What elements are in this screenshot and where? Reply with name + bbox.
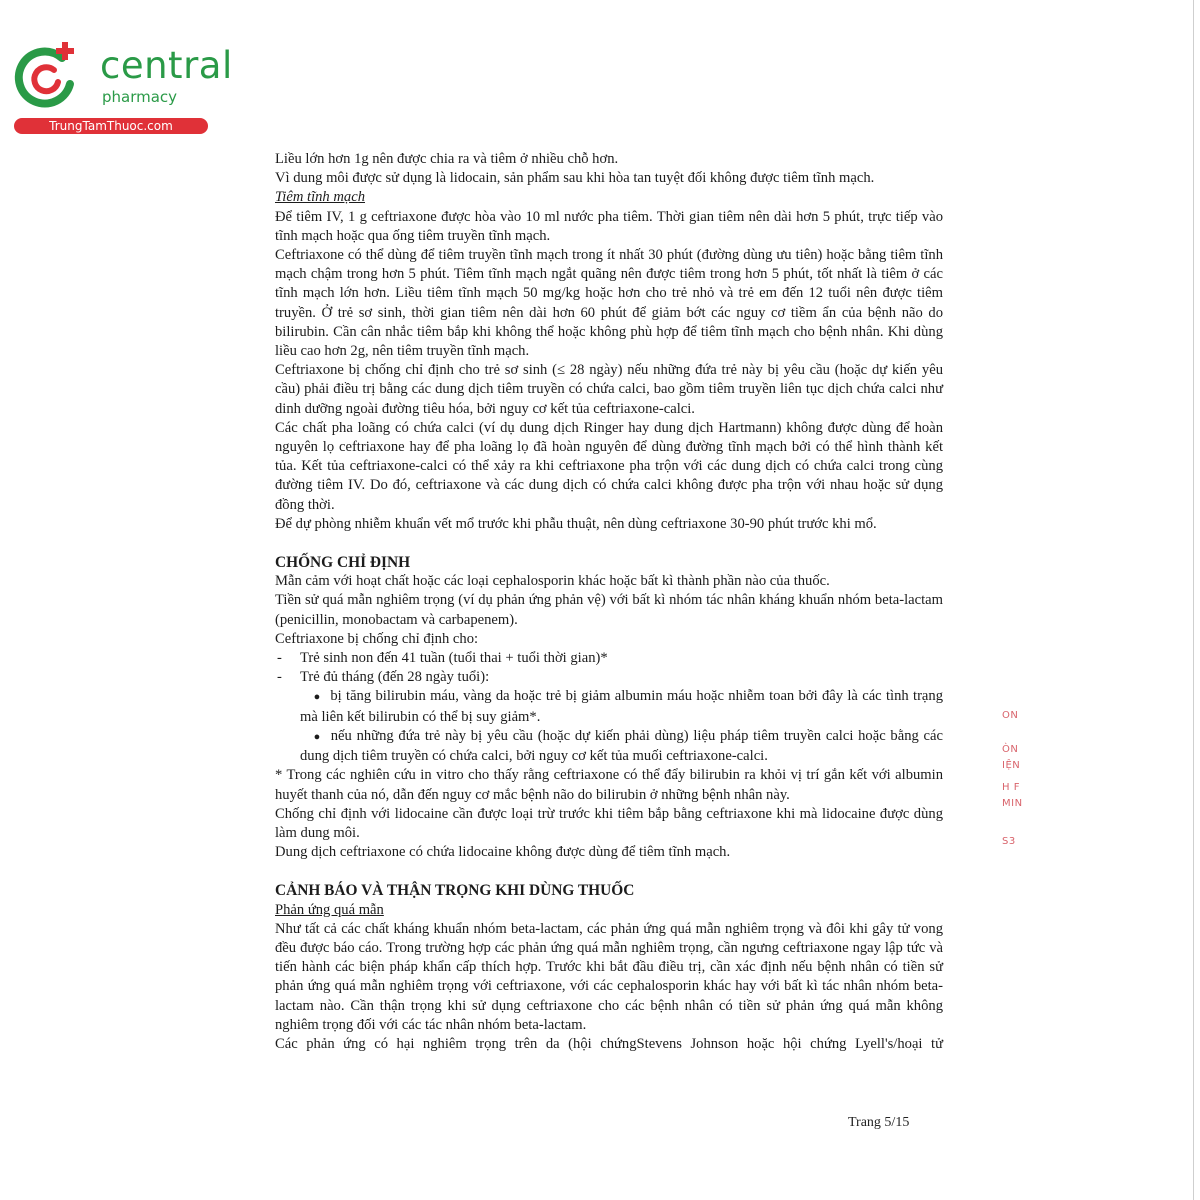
- paragraph: Dung dịch ceftriaxone có chứa lidocaine không được dùng để tiêm tĩnh mạch.: [275, 844, 731, 861]
- paragraph: Liều lớn hơn 1g nên được chia ra và tiêm ở nhiều chỗ hơn.: [275, 151, 619, 167]
- iv-subheading: Tiêm tĩnh mạch: [275, 189, 365, 206]
- paragraph: Ceftriaxone bị chống chỉ định cho trẻ sơ sinh (≤ 28 ngày) nếu những đứa trẻ này bị yêu cầu (hoặc dự kiến yêu cầu) phải điều trị bằng các dung dịch tiêm truyền có chứa calci, bao gồm tiêm truyền liên tục dịch chứa calci như dinh dưỡng ngoài đường tiêu hóa, bởi nguy cơ kết tủa ceftriaxone-calci.: [275, 362, 943, 417]
- dash-list-item: [275, 649, 943, 668]
- stamp-text: IỆN: [1002, 760, 1021, 771]
- dash-item-text: Trẻ sinh non đến 41 tuần (tuổi thai + tuổi thời gian)*: [300, 650, 608, 667]
- paragraph: Như tất cả các chất kháng khuẩn nhóm beta-lactam, các phản ứng quá mẫn nghiêm trọng và đôi khi gây tử vong đều được báo cáo. Trong trường hợp các phản ứng quá mẫn nghiêm trọng, cần ngưng ceftriaxone ngay lập tức và tiến hành các biện pháp khẩn cấp thích hợp. Trước khi bắt đầu điều trị, cần xác định nếu bệnh nhân có tiền sử phản ứng quá mẫn nghiêm trọng với ceftriaxone, với các cephalosporin khác hay với bất kì tác nhân nhóm beta-lactam nào. Cần thận trọng khi sử dụng ceftriaxone cho các bệnh nhân có tiền sử phản ứng quá mẫn không nghiêm trọng đối với các tác nhân nhóm beta-lactam.: [275, 920, 943, 1033]
- dash-list-item: [275, 668, 943, 687]
- stamp-text: S3: [1002, 836, 1016, 847]
- section-heading-warnings: CẢNH BÁO VÀ THẬN TRỌNG KHI DÙNG THUỐC: [275, 882, 635, 900]
- page-edge-line: [1193, 0, 1194, 1200]
- stamp-text: ÒN: [1002, 744, 1019, 755]
- brand-name: central: [100, 44, 233, 87]
- dash-marker: -: [277, 650, 282, 667]
- brand-subtitle: pharmacy: [102, 88, 178, 106]
- document-body: [275, 150, 943, 1054]
- paragraph: Để tiêm IV, 1 g ceftriaxone được hòa vào 10 ml nước pha tiêm. Thời gian tiêm nên dài hơn 5 phút, trực tiếp vào tĩnh mạch hoặc qua ống tiêm truyền tĩnh mạch.: [275, 208, 943, 244]
- paragraph: Các chất pha loãng có chứa calci (ví dụ dung dịch Ringer hay dung dịch Hartmann) không được dùng để hoàn nguyên lọ ceftriaxone hay để pha loãng lọ đã hoàn nguyên để dùng đường tĩnh mạch bởi có thể hình thành kết tủa. Kết tủa ceftriaxone-calci có thể xảy ra khi ceftriaxone pha trộn với các dung dịch có chứa calci trong cùng đường tiêm IV. Do đó, ceftriaxone và các dung dịch có chứa calci không được pha trộn với nhau hoặc sử dụng đồng thời.: [275, 419, 943, 513]
- paragraph: Tiền sử quá mẫn nghiêm trọng (ví dụ phản ứng phản vệ) với bất kì nhóm tác nhân kháng khuẩn nhóm beta-lactam (penicillin, monobactam và carbapenem).: [275, 592, 943, 628]
- paragraph: Chống chỉ định với lidocaine cần được loại trừ trước khi tiêm bắp bằng ceftriaxone khi mà lidocaine được dùng làm dung môi.: [275, 805, 943, 841]
- site-url-link[interactable]: TrungTamThuoc.com: [14, 118, 208, 134]
- footnote: * Trong các nghiên cứu in vitro cho thấy rằng ceftriaxone có thể đẩy bilirubin ra khỏi vị trí gắn kết với albumin huyết thanh của nó, dẫn đến nguy cơ mắc bệnh não do bilirubin ở những bệnh nhân này.: [275, 767, 943, 803]
- stamp-text: MIN: [1002, 798, 1023, 809]
- stamp-text: H F: [1002, 782, 1020, 793]
- central-pharmacy-logo[interactable]: [10, 36, 233, 136]
- paragraph: Ceftriaxone có thể dùng để tiêm truyền tĩnh mạch trong ít nhất 30 phút (đường dùng ưu tiên) hoặc bằng tiêm tĩnh mạch chậm trong hơn 5 phút. Tiêm tĩnh mạch ngắt quãng nên được tiêm trong hơn 5 phút, tốt nhất là tiêm ở các tĩnh mạch lớn hơn. Liều tiêm tĩnh mạch 50 mg/kg hoặc hơn cho trẻ nhỏ và trẻ em đến 12 tuổi nên được tiêm truyền. Ở trẻ sơ sinh, thời gian tiêm nên dài hơn 60 phút để giảm bớt các nguy cơ tiềm ẩn của bệnh não do bilirubin. Cần cân nhắc tiêm bắp khi không thể hoặc không phù hợp để tiêm tĩnh mạch cho bệnh nhân. Khi dùng liều cao hơn 2g, nên tiêm truyền tĩnh mạch.: [275, 247, 943, 360]
- bullet-item: [275, 687, 943, 726]
- stamp-text: ON: [1002, 710, 1019, 721]
- dash-marker: -: [277, 669, 282, 686]
- bullet-text: bị tăng bilirubin máu, vàng da hoặc trẻ bị giảm albumin máu hoặc nhiễm toan bởi đây là các tình trạng mà liên kết bilirubin có thể bị suy giảm*.: [300, 688, 944, 725]
- paragraph: Để dự phòng nhiễm khuẩn vết mổ trước khi phẫu thuật, nên dùng ceftriaxone 30-90 phút trước khi mổ.: [275, 515, 877, 532]
- dash-item-text: Trẻ đủ tháng (đến 28 ngày tuổi):: [300, 669, 490, 686]
- page-number: Trang 5/15: [848, 1115, 910, 1130]
- pharmacy-logo-icon: [12, 40, 82, 110]
- bullet-item: [275, 727, 943, 766]
- bullet-text: nếu những đứa trẻ này bị yêu cầu (hoặc dự kiến phải dùng) liệu pháp tiêm truyền calci hoặc bằng các dung dịch tiêm truyền có chứa calci, bởi nguy cơ kết tủa muối ceftriaxone-calci.: [300, 727, 943, 765]
- bullet-icon: ●: [313, 691, 321, 704]
- paragraph: Vì dung môi được sử dụng là lidocain, sản phẩm sau khi hòa tan tuyệt đối không được tiêm tĩnh mạch.: [275, 170, 875, 187]
- section-heading-contraindications: CHỐNG CHỈ ĐỊNH: [275, 554, 411, 572]
- stamp-fragment: [1002, 710, 1032, 860]
- paragraph: Mẫn cảm với hoạt chất hoặc các loại cephalosporin khác hoặc bất kì thành phần nào của thuốc.: [275, 573, 830, 590]
- subsection-heading-hypersensitivity: Phản ứng quá mẫn: [275, 901, 384, 918]
- paragraph: Ceftriaxone bị chống chỉ định cho:: [275, 630, 479, 647]
- paragraph: Các phản ứng có hại nghiêm trọng trên da (hội chứngStevens Johnson hoặc hội chứng Lyell's/hoại tử: [275, 1035, 943, 1052]
- bullet-icon: ●: [313, 730, 321, 743]
